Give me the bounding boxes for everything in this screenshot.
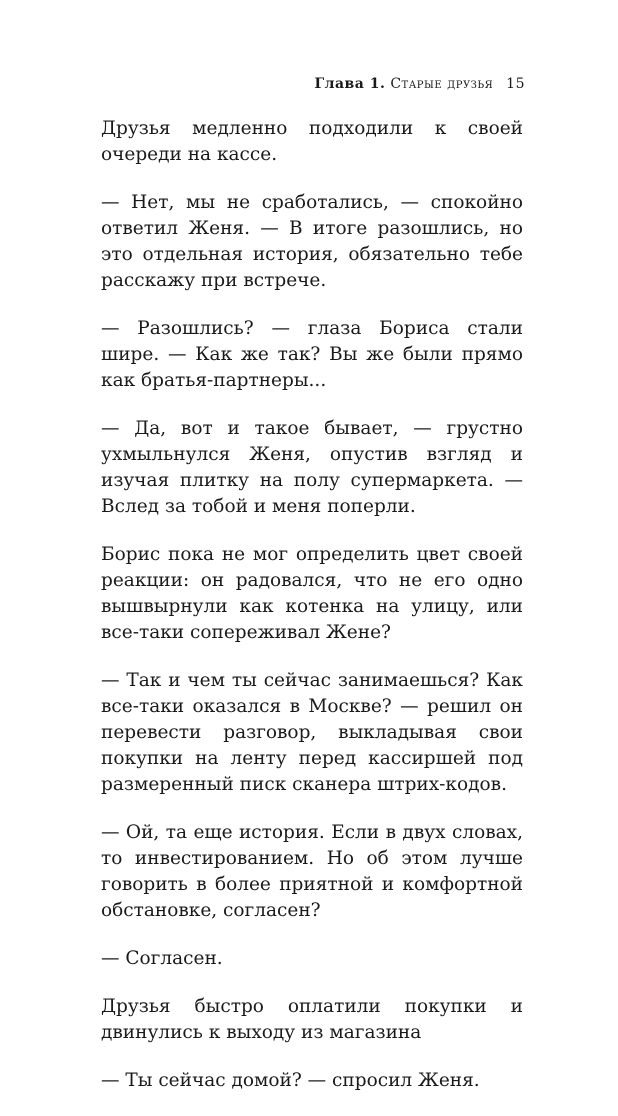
chapter-label: Глава 1. xyxy=(314,76,386,92)
paragraph: — Ты сейчас домой? — спросил Женя. xyxy=(101,1070,480,1091)
paragraph: — Да, вот и такое бывает, — грустно ухмыльнулся Женя, опустив взгляд и изучая плитку на полу супермаркета. — Вслед за тобой и меня поперли. xyxy=(101,418,523,517)
paragraph: — Нет, мы не сработались, — спокойно ответил Женя. — В итоге разошлись, но это отдельная история, обязательно тебе расскажу при встрече. xyxy=(101,192,523,291)
paragraph: — Ой, та еще история. Если в двух словах, то инвестированием. Но об этом лучше говорить в более приятной и комфортной обстановке, согласен? xyxy=(101,822,523,921)
paragraph: — Разошлись? — глаза Бориса стали шире. — Как же так? Вы же были прямо как братья-партнеры... xyxy=(101,318,523,391)
body-text xyxy=(101,116,523,1116)
paragraph: — Так и чем ты сейчас занимаешься? Как все-таки оказался в Москве? — решил он перевести разговор, выкладывая свои покупки на ленту перед кассиршей под размеренный писк сканера штрих-кодов. xyxy=(101,670,523,795)
running-header xyxy=(100,76,525,92)
paragraph: Друзья медленно подходили к своей очереди на кассе. xyxy=(101,118,523,165)
paragraph: Друзья быстро оплатили покупки и двинулись к выходу из магазина xyxy=(101,996,523,1043)
page-number: 15 xyxy=(506,76,525,92)
paragraph: Борис пока не мог определить цвет своей реакции: он радовался, что не его одно вышвырнули как котенка на улицу, или все-таки сопереживал Жене? xyxy=(101,544,523,643)
chapter-title: Старые друзья xyxy=(390,76,494,92)
paragraph: — Согласен. xyxy=(101,948,223,969)
